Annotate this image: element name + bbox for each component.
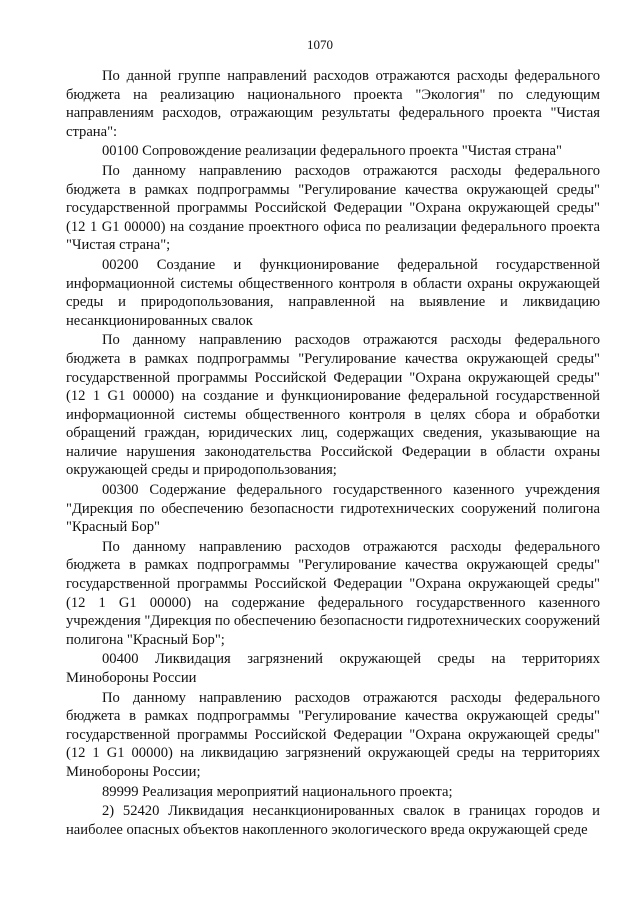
paragraph-code-00400: 00400 Ликвидация загрязнений окружающей среды на территориях Минобороны России [66, 651, 600, 686]
document-body [66, 67, 600, 840]
paragraph-code-52420: 2) 52420 Ликвидация несанкционированных свалок в границах городов и наиболее опасных объектов накопленного экологического вреда окружающей среде [66, 803, 600, 838]
paragraph-code-00200: 00200 Создание и функционирование федеральной государственной информационной системы общественного контроля в области охраны окружающей среды и природопользования, направленной на выявление и ликвидацию несанкционированных свалок [66, 256, 600, 329]
paragraph-code-00100: 00100 Сопровождение реализации федерального проекта "Чистая страна" [102, 143, 562, 160]
paragraph-00400-description: По данному направлению расходов отражаются расходы федерального бюджета в рамках подпрограммы "Регулирование качества окружающей среды" государственной программы Российской Федерации "Охрана окружающей среды" (12 1 G1 00000) на ликвидацию загрязнений окружающей среды на территориях Минобороны России; [66, 689, 600, 780]
paragraph-00100-description: По данному направлению расходов отражаются расходы федерального бюджета в рамках подпрограммы "Регулирование качества окружающей среды" государственной программы Российской Федерации "Охрана окружающей среды" (12 1 G1 00000) на создание проектного офиса по реализации федерального проекта "Чистая страна"; [66, 162, 600, 254]
paragraph-code-89999: 89999 Реализация мероприятий национального проекта; [102, 783, 453, 800]
paragraph-00200-description: По данному направлению расходов отражаются расходы федерального бюджета в рамках подпрограммы "Регулирование качества окружающей среды" государственной программы Российской Федерации "Охрана окружающей среды" (12 1 G1 00000) на создание и функционирование федеральной государственной информационной системы общественного контроля в целях сбора и обработки обращений граждан, юридических лиц, содержащих сведения, указывающие на наличие нарушения законодательства Российской Федерации в области охраны окружающей среды и природопользования; [66, 332, 600, 479]
paragraph-00300-description: По данному направлению расходов отражаются расходы федерального бюджета в рамках подпрограммы "Регулирование качества окружающей среды" государственной программы Российской Федерации "Охрана окружающей среды" (12 1 G1 00000) на содержание федерального государственного казенного учреждения "Дирекция по обеспечению безопасности гидротехнических сооружений полигона "Красный Бор"; [66, 538, 600, 648]
paragraph-code-00300: 00300 Содержание федерального государственного казенного учреждения "Дирекция по обеспечению безопасности гидротехнических сооружений полигона "Красный Бор" [66, 482, 600, 536]
page-number: 1070 [307, 37, 333, 52]
paragraph-intro: По данной группе направлений расходов отражаются расходы федерального бюджета на реализацию национального проекта "Экология" по следующим направлениям расходов, отражающим результаты федерального проекта "Чистая страна": [66, 68, 600, 140]
